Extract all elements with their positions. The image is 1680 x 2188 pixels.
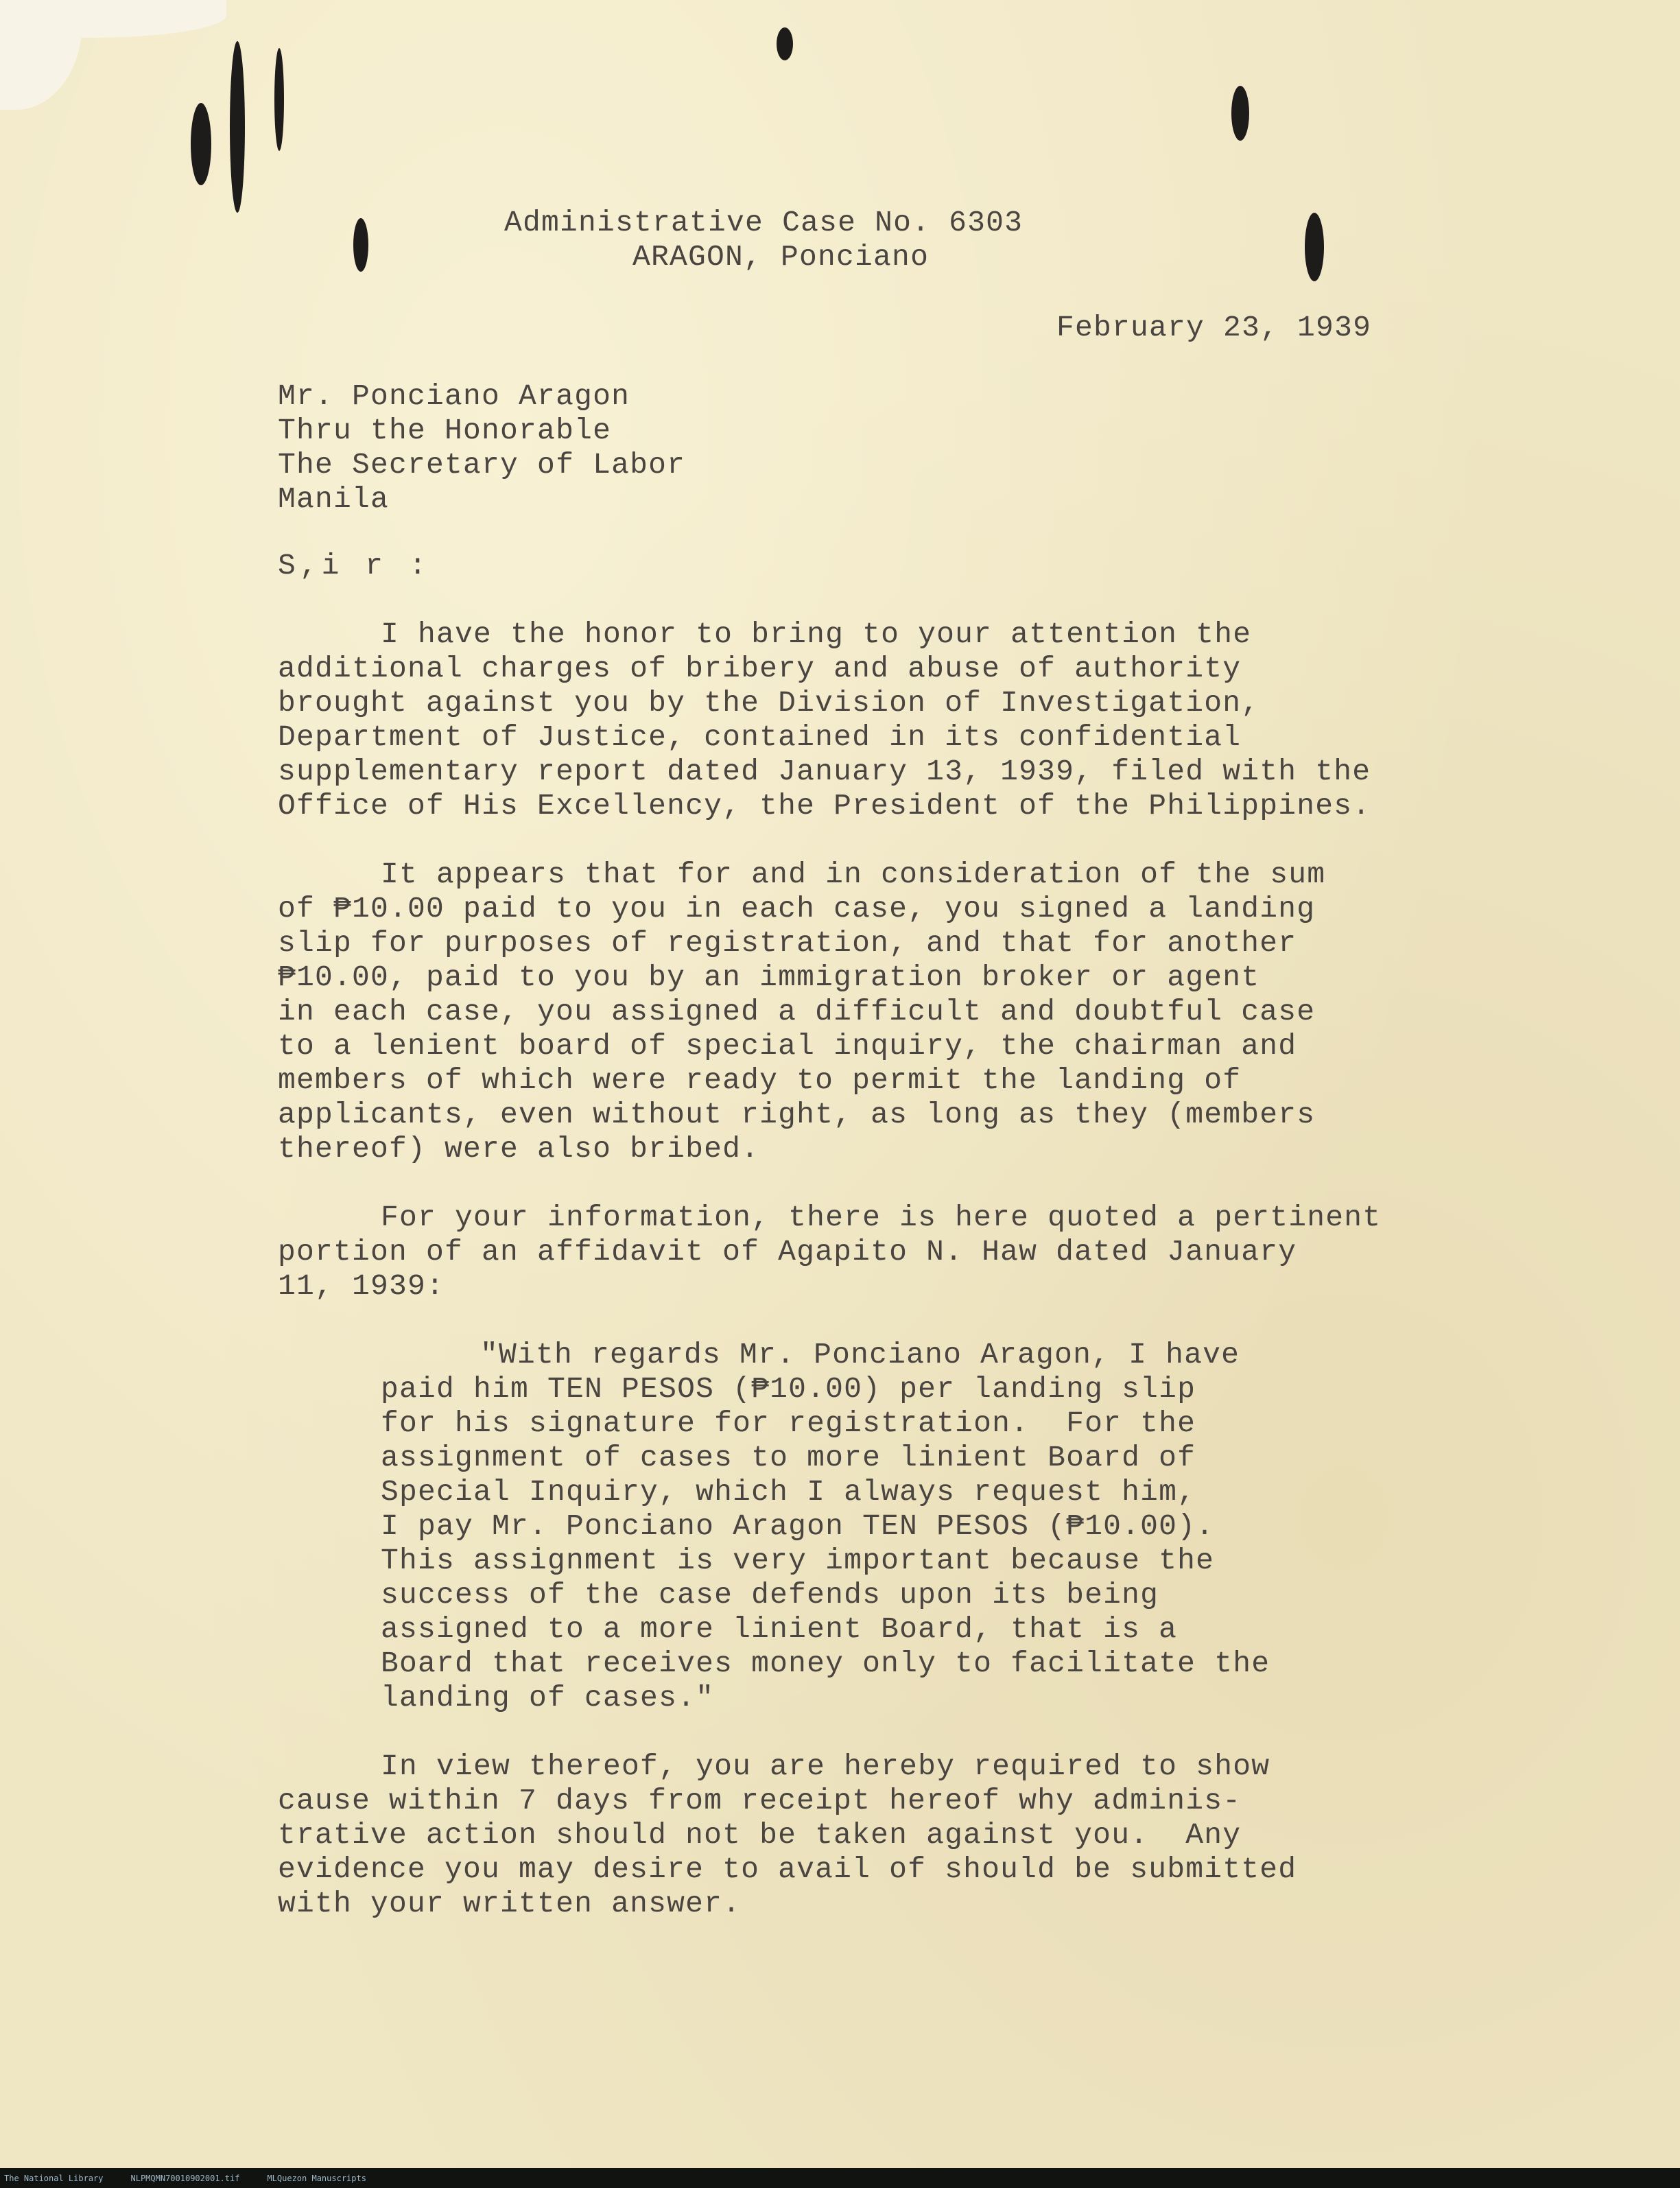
quote-line: success of the case defends upon its being [381,1578,1159,1612]
punch-hole [274,48,284,151]
punch-hole [230,41,245,213]
paragraph-line: I have the honor to bring to your attention the [381,617,1252,651]
address-line: Manila [278,482,390,516]
paragraph-line: slip for purposes of registration, and that for another [278,926,1297,960]
footer-library: The National Library [4,2173,104,2183]
paragraph-line: cause within 7 days from receipt hereof why adminis- [278,1784,1242,1818]
punch-hole [1305,213,1324,281]
quote-line: assigned to a more linient Board, that is a [381,1612,1178,1646]
salutation: S,i r : [278,549,431,583]
punch-hole [1231,86,1249,141]
paragraph-line: Department of Justice, contained in its confidential [278,720,1242,754]
paragraph-line: supplementary report dated January 13, 1939, filed with the [278,755,1371,788]
punch-hole [777,27,793,60]
torn-edge-corner [0,0,82,110]
paragraph-line: thereof) were also bribed. [278,1132,760,1166]
paragraph-line: portion of an affidavit of Agapito N. Haw dated January [278,1235,1297,1269]
paragraph-line: trative action should not be taken against you. Any [278,1818,1242,1852]
quote-line: for his signature for registration. For the [381,1407,1196,1440]
paragraph-line: 11, 1939: [278,1269,445,1303]
quote-line: I pay Mr. Ponciano Aragon TEN PESOS (₱10.00). [381,1509,1215,1543]
address-line: Thru the Honorable [278,414,612,447]
case-number: Administrative Case No. 6303 [504,206,1024,239]
scan-footer [0,2168,1680,2188]
quote-line: Special Inquiry, which I always request him, [381,1475,1196,1509]
case-name: ARAGON, Ponciano [632,240,930,274]
quote-line: "With regards Mr. Ponciano Aragon, I have [480,1338,1240,1372]
address-line: Mr. Ponciano Aragon [278,379,630,413]
punch-hole [191,103,211,185]
paragraph-line: It appears that for and in consideration of the sum [381,858,1326,891]
paragraph-line: applicants, even without right, as long as they (members [278,1098,1316,1131]
quote-line: Board that receives money only to facilitate the [381,1647,1270,1680]
paragraph-line: of ₱10.00 paid to you in each case, you signed a landing [278,892,1316,926]
quote-line: assignment of cases to more linient Board of [381,1441,1196,1474]
quote-line: This assignment is very important because the [381,1544,1215,1577]
footer-file: NLPMQMN70010902001.tif [130,2173,240,2183]
paragraph-line: For your information, there is here quoted a pertinent [381,1201,1382,1234]
paragraph-line: brought against you by the Division of Investigation, [278,686,1260,720]
punch-hole [353,218,368,272]
paragraph-line: evidence you may desire to avail of should be submitted [278,1852,1297,1886]
paragraph-line: ₱10.00, paid to you by an immigration broker or agent [278,961,1260,994]
paragraph-line: additional charges of bribery and abuse of authority [278,652,1242,685]
paragraph-line: with your written answer. [278,1887,742,1920]
paragraph-line: members of which were ready to permit the landing of [278,1063,1242,1097]
letter-date: February 23, 1939 [1056,311,1372,344]
address-line: The Secretary of Labor [278,448,686,482]
quote-line: paid him TEN PESOS (₱10.00) per landing slip [381,1372,1196,1406]
paragraph-line: in each case, you assigned a difficult and doubtful case [278,995,1316,1028]
quote-line: landing of cases." [381,1681,715,1715]
footer-collection: MLQuezon Manuscripts [267,2173,366,2183]
paragraph-line: Office of His Excellency, the President of the Philippines. [278,789,1371,823]
paragraph-line: to a lenient board of special inquiry, the chairman and [278,1029,1297,1063]
paragraph-line: In view thereof, you are hereby required to show [381,1750,1270,1783]
